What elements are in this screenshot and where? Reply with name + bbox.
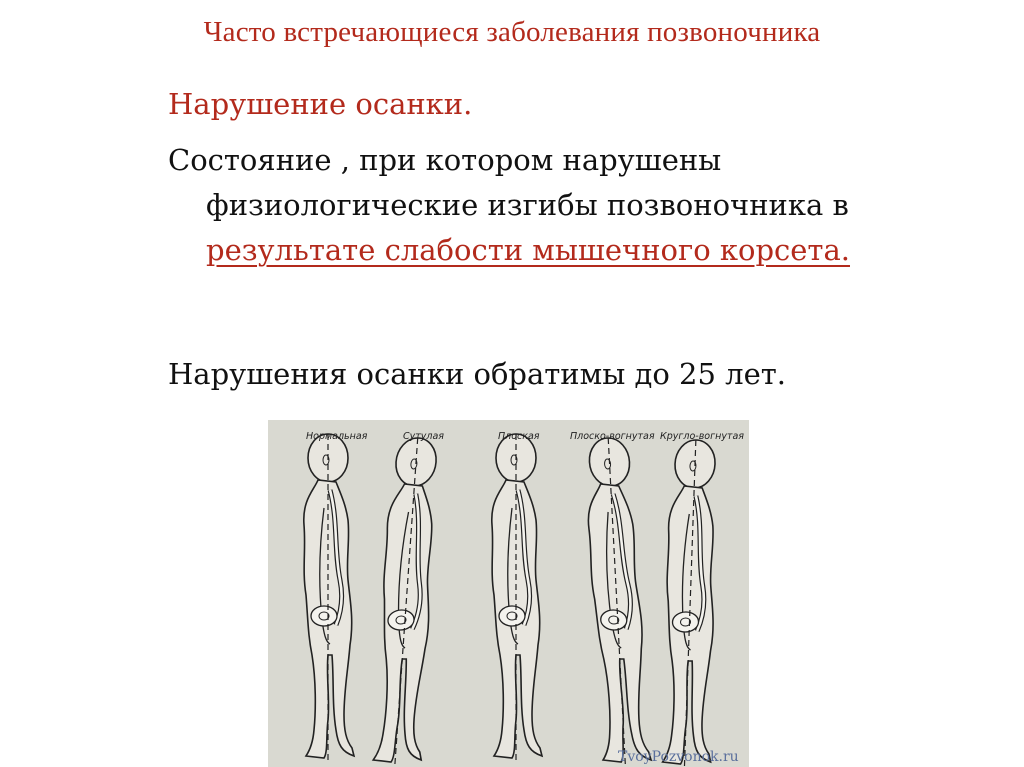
- figure-flat-concave: [584, 438, 651, 764]
- label-flat: Плоская: [498, 431, 540, 442]
- posture-types-illustration: [268, 420, 749, 767]
- definition-link[interactable]: результате слабости мышечного корсета.: [206, 233, 850, 267]
- posture-figures-svg: [268, 420, 749, 767]
- definition-paragraph: [168, 138, 868, 273]
- watermark: TvoyPozvonok.ru: [618, 749, 739, 765]
- figure-stooped: [371, 438, 444, 764]
- figure-round-concave: [660, 440, 722, 766]
- label-flat-concave: Плоско-вогнутая: [570, 431, 655, 442]
- reversibility-note: Нарушения осанки обратимы до 25 лет.: [168, 357, 786, 391]
- figure-flat: [492, 434, 542, 760]
- label-round-concave: Кругло-вогнутая: [660, 431, 745, 442]
- subtitle: Нарушение осанки.: [168, 87, 473, 121]
- label-normal: Нормальная: [306, 431, 368, 442]
- definition-text: Состояние , при котором нарушены физиологические изгибы позвоночника в: [168, 143, 849, 222]
- content-block: [168, 84, 868, 273]
- label-stooped: Сутулая: [403, 431, 445, 442]
- slide-title: Часто встречающиеся заболевания позвоночника: [203, 16, 821, 48]
- figure-normal: [304, 434, 354, 760]
